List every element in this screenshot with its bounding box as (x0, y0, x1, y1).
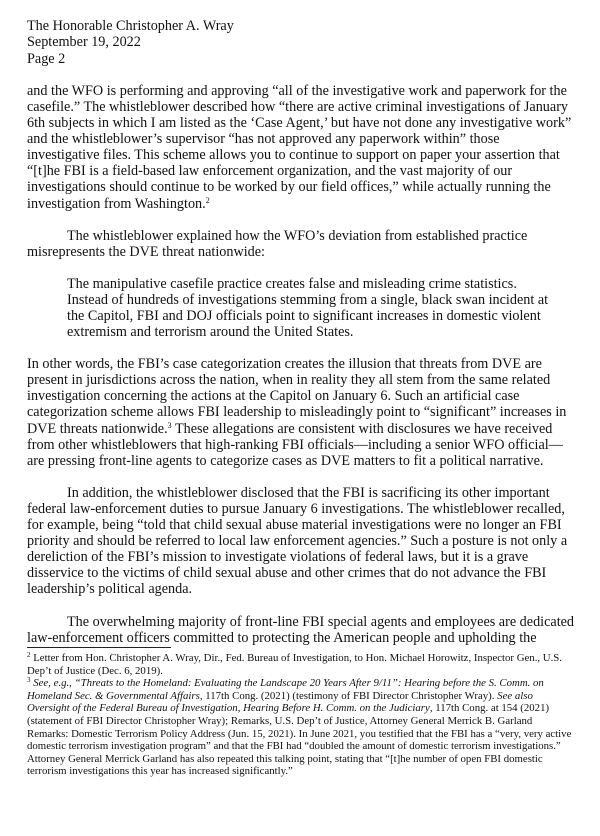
paragraph-5: The overwhelming majority of front-line FBI special agents and employees are dedicated law-enforcement officers committed to protecting the American people and upholding the (27, 613, 575, 646)
block-quote: The manipulative casefile practice creates false and misleading crime statistics. Instead of hundreds of investigations stemming from a single, black swan incident at the Capitol, FBI and DOJ officials point to significant increases in domestic violent extremism and terrorism around the United States. (67, 275, 549, 341)
letter-page (27, 18, 575, 646)
paragraph-1: and the WFO is performing and approving “all of the investigative work and paperwork for the casefile.” The whistleblower described how “there are active criminal investigations of January 6th subjects in which I am listed as the ‘Case Agent,’ but have not done any investigative work” and the whistleblower’s supervisor “has not approved any paperwork within” those investigative files. This scheme allows you to continue to support on paper your assertion that “[t]he FBI is a field-based law enforcement organization, and the vast majority of our investigations should continue to be worked by our field offices,” while actually running the investigation from Washington.$^2$ (27, 82, 572, 212)
footnote-separator (27, 647, 171, 648)
paragraph-2: The whistleblower explained how the WFO’s deviation from established practice misrepresents the DVE threat nationwide: (27, 227, 528, 260)
footnote-3: $^3$ See, e.g., “Threats to the Homeland: Evaluating the Landscape 20 Years After 9/11”: Hearing before the S. Comm. on Homeland Sec. & Governmental Affairs, 117th Cong. (2021) (testimony of FBI Director Christopher Wray). See also Oversight of the Federal Bureau of Investigation, Hearing Before H. Comm. on the Judiciary, 117th Cong. at 154 (2021) (statement of FBI Director Christopher Wray); Remarks, U.S. Dep’t of Justice, Attorney General Merrick B. Garland Remarks: Domestic Terrorism Policy Address (Jun. 15, 2021). In June 2021, you testified that the FBI has a “very, very active domestic terrorism investigation program” and that the FBI had “doubled the amount of domestic terrorism investigations.” Attorney General Merrick Garland has also repeated this talking point, stating that “[t]he number of open FBI domestic terrorism investigations this year has increased significantly.” (27, 676, 572, 778)
paragraph-4: In addition, the whistleblower disclosed that the FBI is sacrificing its other important federal law-enforcement duties to pursue January 6 investigations. The whistleblower recalled, for example, being “told that child sexual abuse material investigations were no longer an FBI priority and should be referred to local law enforcement agencies.” Such a posture is not only a dereliction of the FBI’s mission to investigate violations of federal laws, but it is a grave disservice to the victims of child sexual abuse and other crimes that do not advance the FBI leadership’s political agenda. (27, 484, 568, 598)
page-number: Page 2 (27, 50, 66, 67)
recipient-line: The Honorable Christopher A. Wray (27, 18, 234, 34)
footnote-2: $^2$ Letter from Hon. Christopher A. Wray, Dir., Fed. Bureau of Investigation, to Hon. Michael Horowitz, Inspector Gen., U.S. Dep’t of Justice (Dec. 6, 2019). (27, 651, 563, 677)
letter-header (27, 18, 575, 67)
footnote-ref-3[interactable]: 3 (167, 420, 172, 430)
footnotes (27, 652, 575, 778)
footnote-ref-2[interactable]: 2 (205, 195, 210, 205)
date-line: September 19, 2022 (27, 34, 141, 51)
paragraph-3: In other words, the FBI’s case categorization creates the illusion that threats from DVE are present in jurisdictions across the nation, when in reality they all stem from the same related investigation concerning the actions at the Capitol on January 6. Such an artificial case categorization scheme allows FBI leadership to misleadingly point to “significant” increases in DVE threats nationwide.$^3$ These allegations are consistent with disclosures we have received from other whistleblowers that high-ranking FBI officials—including a senior WFO official—are pressing front-line agents to categorize cases as DVE matters to fit a political narrative. (27, 356, 567, 469)
